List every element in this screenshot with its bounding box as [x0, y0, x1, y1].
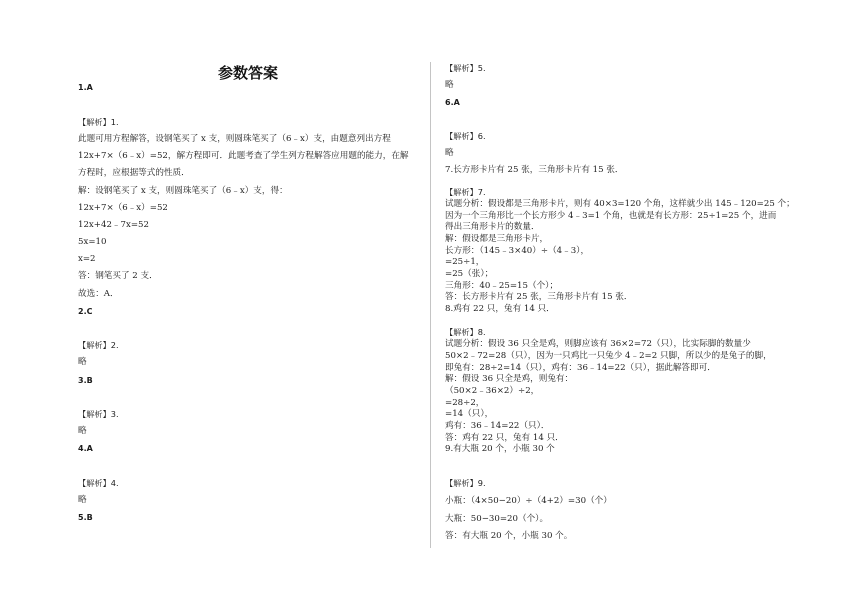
analysis-heading-2: 【解析】2. — [78, 340, 119, 351]
analysis-1-line: 5x=10 — [78, 237, 107, 248]
analysis-7-line: 试题分析：假设都是三角形卡片，则有 40×3=120 个角，这样就少出 145﹣120=25 个； — [445, 198, 795, 209]
analysis-heading-8: 【解析】8. — [445, 327, 486, 338]
answer-2: 2.C — [78, 306, 93, 316]
analysis-8-line: 解：假设 36 只全是鸡，则兔有： — [445, 374, 574, 385]
analysis-1-line: 此题可用方程解答，设钢笔买了 x 支，则圆珠笔买了（6﹣x）支，由题意列出方程 — [78, 133, 391, 144]
analysis-heading-6: 【解析】6. — [445, 130, 486, 141]
analysis-7-line: 得出三角形卡片的数量． — [445, 222, 540, 233]
analysis-8-line: 答：鸡有 22 只，兔有 14 只． — [445, 432, 564, 443]
answer-9: 9.有大瓶 20 个，小瓶 30 个 — [445, 444, 555, 455]
analysis-8-line: 即兔有：28÷2=14（只），鸡有：36﹣14=22（只），据此解答即可． — [445, 362, 716, 373]
analysis-1-line: x=2 — [78, 254, 96, 265]
analysis-9-line: 答：有大瓶 20 个，小瓶 30 个。 — [445, 531, 573, 542]
analysis-9-line: 大瓶：50−30=20（个）。 — [445, 513, 549, 524]
analysis-8-line: =14（只）， — [445, 409, 494, 420]
analysis-8-line: （50×2﹣36×2）÷2， — [445, 385, 540, 396]
right-column-middle — [445, 187, 795, 456]
left-column — [78, 79, 423, 526]
right-column-bottom — [445, 475, 790, 546]
analysis-7-line: 因为一个三角形比一个长方形少 4﹣3=1 个角，也就是有长方形：25÷1=25 个，进而 — [445, 210, 777, 221]
analysis-2-line: 略 — [78, 357, 87, 368]
answer-3: 3.B — [78, 375, 93, 385]
analysis-4-line: 略 — [78, 494, 87, 505]
analysis-7-line: 长方形：（145﹣3×40）÷（4﹣3）， — [445, 245, 590, 256]
page-title: 参数答案 — [217, 64, 278, 82]
analysis-7-line: 三角形：40﹣25=15（个）； — [445, 280, 559, 291]
analysis-1-line: 12x+7×（6﹣x）=52 — [78, 202, 168, 213]
analysis-7-line: =25÷1， — [445, 257, 485, 268]
analysis-heading-3: 【解析】3. — [78, 408, 119, 419]
answer-5: 5.B — [78, 513, 93, 523]
column-divider — [430, 62, 431, 548]
analysis-heading-9: 【解析】9. — [445, 478, 486, 489]
analysis-heading-4: 【解析】4. — [78, 477, 119, 488]
analysis-5-line: 略 — [445, 79, 454, 90]
analysis-heading-1: 【解析】1. — [78, 116, 119, 127]
analysis-8-line: 试题分析：假设 36 只全是鸡，则脚应该有 36×2=72（只），比实际脚的数量少 — [445, 339, 751, 350]
analysis-1-line: 解：设钢笔买了 x 支，则圆珠笔买了（6﹣x）支，得： — [78, 185, 288, 196]
analysis-8-line: =28÷2， — [445, 397, 485, 408]
analysis-heading-7: 【解析】7. — [445, 187, 486, 198]
analysis-6-line: 略 — [445, 147, 454, 158]
analysis-7-line: =25（张）； — [445, 269, 494, 279]
analysis-8-line: 50×2﹣72=28（只），因为一只鸡比一只兔少 4﹣2=2 只脚，所以少的是兔子的脚， — [445, 350, 772, 361]
analysis-1-line: 12x+42﹣7x=52 — [78, 219, 149, 230]
answer-8: 8.鸡有 22 只，兔有 14 只． — [445, 304, 555, 315]
analysis-9-line: 小瓶：（4×50−20）÷（4+2）=30（个） — [445, 495, 612, 506]
analysis-1-line: 答：钢笔买了 2 支． — [78, 271, 158, 282]
answer-7: 7.长方形卡片有 25 张，三角形卡片有 15 张． — [445, 164, 624, 175]
analysis-7-line: 答：长方形卡片有 25 张，三角形卡片有 15 张． — [445, 292, 633, 303]
analysis-heading-5: 【解析】5. — [445, 62, 486, 73]
right-column-top — [445, 60, 790, 179]
analysis-7-line: 解：假设都是三角形卡片， — [445, 233, 549, 244]
analysis-1-line: 故选：A． — [78, 288, 119, 299]
answer-4: 4.A — [78, 444, 93, 454]
answer-1: 1.A — [78, 83, 93, 93]
analysis-1-line: 12x+7×（6﹣x）=52，解方程即可．此题考查了学生列方程解答应用题的能力，在解 — [78, 151, 409, 162]
answer-6: 6.A — [445, 97, 460, 107]
analysis-3-line: 略 — [78, 426, 87, 437]
analysis-1-line: 方程时，应根据等式的性质． — [78, 168, 190, 179]
analysis-8-line: 鸡有：36﹣14=22（只）． — [445, 420, 550, 431]
